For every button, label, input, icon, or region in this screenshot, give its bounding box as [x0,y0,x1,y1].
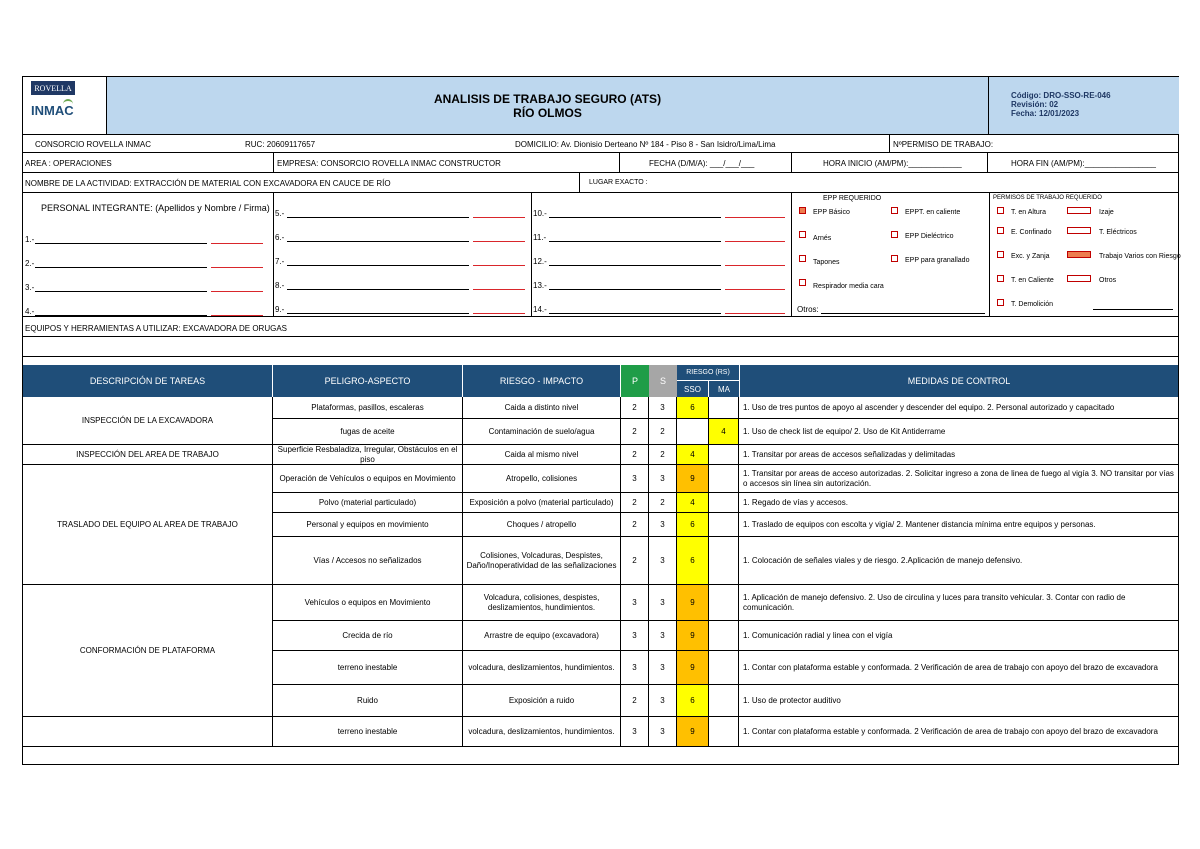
cell-medidas: 1. Uso de check list de equipo/ 2. Uso de Kit Antiderrame [739,419,1178,445]
cell-riesgo: Contaminación de suelo/agua [463,419,621,445]
cell-ma [709,445,739,465]
cell-sso: 9 [677,621,709,651]
cell-ma [709,513,739,537]
cell-p: 2 [621,685,649,717]
cell-p: 2 [621,419,649,445]
cell-sso: 9 [677,585,709,621]
cell-riesgo: Arrastre de equipo (excavadora) [463,621,621,651]
cell-riesgo: volcadura, deslizamientos, hundimientos. [463,651,621,685]
blank-row [23,337,1178,357]
permiso-varios-checkbox[interactable] [1067,251,1091,258]
cell-sso [677,419,709,445]
cell-sso: 9 [677,717,709,747]
cell-sso: 9 [677,651,709,685]
cell-sso: 4 [677,493,709,513]
task-group: TRASLADO DEL EQUIPO AL AREA DE TRABAJO [23,465,273,585]
permit-number: NºPERMISO DE TRABAJO: [893,140,994,149]
ruc: RUC: 20609117657 [245,140,316,149]
cell-medidas: 1. Uso de protector auditivo [739,685,1178,717]
cell-medidas: 1. Uso de tres puntos de apoyo al ascender y descender del equipo. 2. Personal autorizado y capacitado [739,397,1178,419]
epp-granallado-checkbox[interactable] [891,255,898,262]
info-row-2 [23,153,1178,173]
cell-s: 3 [649,513,677,537]
personal-slot: 13.- [533,281,547,290]
cell-medidas: 1. Regado de vías y accesos. [739,493,1178,513]
fecha-field[interactable]: FECHA (D/M/A): ___/___/___ [649,159,755,168]
cell-s: 3 [649,621,677,651]
personal-slot: 4.- [25,307,35,316]
epp-option: Arnés [813,235,832,242]
cell-peligro: terreno inestable [273,651,463,685]
cell-ma [709,685,739,717]
cell-peligro: Ruido [273,685,463,717]
table-body [23,397,1178,765]
cell-peligro: Crecida de río [273,621,463,651]
cell-peligro: Vías / Accesos no señalizados [273,537,463,585]
cell-riesgo: Caida a distinto nivel [463,397,621,419]
cell-medidas: 1. Contar con plataforma estable y conformada. 2 Verificación de area de trabajo con apoyo del brazo de excavadora [739,717,1178,747]
permiso-otros-checkbox[interactable] [1067,275,1091,282]
cell-sso: 6 [677,513,709,537]
personal-slot: 11.- [533,233,547,242]
activity-name: NOMBRE DE LA ACTIVIDAD: EXTRACCIÓN DE MATERIAL CON EXCAVADORA EN CAUCE DE RÍO [25,179,391,188]
cell-sso: 4 [677,445,709,465]
cell-s: 3 [649,651,677,685]
cell-p: 3 [621,651,649,685]
cell-riesgo: Choques / atropello [463,513,621,537]
cell-riesgo: Exposición a ruido [463,685,621,717]
th-ma: MA [718,384,730,394]
permiso-izaje-checkbox[interactable] [1067,207,1091,214]
cell-ma [709,537,739,585]
personal-slot: 14.- [533,305,547,314]
hora-fin-field[interactable]: HORA FIN (AM/PM):________________ [1011,159,1156,168]
th-sso: SSO [677,381,709,397]
form-revision: Revisión: 02 [1011,100,1059,109]
title-box [107,77,989,135]
permiso-option: T. Demolición [1011,301,1054,308]
cell-s: 3 [649,717,677,747]
th-riesgo-rs: RIESGO (RS) [677,365,739,381]
permiso-option: Exc. y Zanja [1011,253,1050,260]
cell-riesgo: Volcadura, colisiones, despistes, deslizamientos, hundimientos. [463,585,621,621]
cell-medidas: 1. Contar con plataforma estable y conformada. 2 Verificación de area de trabajo con apoyo del brazo de excavadora [739,651,1178,685]
personal-slot: 12.- [533,257,547,266]
task-group: CONFORMACIÓN DE PLATAFORMA [23,585,273,717]
form-title: ANALISIS DE TRABAJO SEGURO (ATS) [433,91,662,106]
ats-form [22,76,1179,765]
permiso-option: T. en Altura [1011,209,1047,216]
cell-peligro: Personal y equipos en movimiento [273,513,463,537]
inmac-logo: INMAC [31,103,74,118]
cell-p: 3 [621,585,649,621]
cell-medidas: 1. Transitar por areas de accesos señalizadas y delimitadas [739,445,1178,465]
cell-p: 2 [621,445,649,465]
hora-inicio-field[interactable]: HORA INICIO (AM/PM):____________ [823,159,962,168]
lugar-exacto[interactable]: LUGAR EXACTO : [589,179,648,186]
equipos-row [23,317,1178,337]
code-box [989,77,1179,135]
cell-p: 3 [621,465,649,493]
permiso-option: Trabajo Varios con Riesgo [1099,253,1181,260]
area: AREA : OPERACIONES [25,159,112,168]
cell-riesgo: Caida al mismo nivel [463,445,621,465]
empresa: EMPRESA: CONSORCIO ROVELLA INMAC CONSTRUCTOR [277,159,501,168]
epp-option: EPP Básico [813,209,850,216]
permiso-option: T. Eléctricos [1099,229,1137,236]
cell-p: 3 [621,717,649,747]
permisos-title: PERMISOS DE TRABAJO REQUERIDO [993,195,1102,201]
personal-slot: 7.- [275,257,285,266]
permiso-option: Izaje [1099,209,1114,216]
cell-peligro: Vehículos o equipos en Movimiento [273,585,463,621]
cell-riesgo: Atropello, colisiones [463,465,621,493]
cell-s: 3 [649,537,677,585]
epp-option: Respirador media cara [813,283,884,290]
cell-ma: 4 [709,419,739,445]
cell-medidas: 1. Traslado de equipos con escolta y vigía/ 2. Mantener distancia mínima entre equipos y personas. [739,513,1178,537]
permiso-altura-checkbox[interactable] [997,207,1004,214]
epp-respirador-checkbox[interactable] [799,279,806,286]
epp-arnes-checkbox[interactable] [799,231,806,238]
personal-title: PERSONAL INTEGRANTE: (Apellidos y Nombre / Firma) [41,203,270,213]
form-subtitle: RÍO OLMOS [513,105,582,120]
personal-slot: 5.- [275,209,285,218]
permiso-option: T. en Caliente [1011,277,1054,284]
epp-basico-checkbox[interactable] [799,207,806,214]
table-header [23,365,1178,397]
personal-slot: 9.- [275,305,285,314]
address: DOMICILIO: Av. Dionisio Derteano Nº 184 - Piso 8 - San Isidro/Lima/Lima [515,140,776,149]
cell-medidas: 1. Aplicación de manejo defensivo. 2. Uso de circulina y luces para transito vehicular. 3. Contar con radio de comunicación. [739,585,1178,621]
cell-peligro: terreno inestable [273,717,463,747]
permiso-option: E. Confinado [1011,229,1052,236]
cell-ma [709,651,739,685]
cell-p: 2 [621,537,649,585]
epp-tapones-checkbox[interactable] [799,255,806,262]
cell-p: 3 [621,621,649,651]
th-medidas: MEDIDAS DE CONTROL [739,365,1178,397]
permiso-demolicion-checkbox[interactable] [997,299,1004,306]
personal-slot: 10.- [533,209,547,218]
cell-s: 3 [649,585,677,621]
logo-box [23,77,107,135]
cell-s: 3 [649,397,677,419]
cell-riesgo: volcadura, deslizamientos, hundimientos. [463,717,621,747]
info-row-3 [23,173,1178,193]
cell-s: 3 [649,465,677,493]
cell-peligro: Operación de Vehículos o equipos en Movimiento [273,465,463,493]
personal-slot: 2.- [25,259,35,268]
cell-p: 2 [621,513,649,537]
cell-medidas: 1. Transitar por areas de acceso autorizadas. 2. Solicitar ingreso a zona de linea de fuego al vigía 3. NO transitar por vías o accesos sin línea sin autorización. [739,465,1178,493]
personal-slot: 1.- [25,235,35,244]
cell-ma [709,397,739,419]
epp-dielectrico-checkbox[interactable] [891,231,898,238]
company-name: CONSORCIO ROVELLA INMAC [35,140,152,149]
cell-peligro: fugas de aceite [273,419,463,445]
cell-sso: 6 [677,397,709,419]
cell-sso: 6 [677,685,709,717]
task-group: INSPECCIÓN DE LA EXCAVADORA [23,397,273,445]
th-s: S [649,365,677,397]
cell-s: 3 [649,685,677,717]
epp-otros: Otros: [797,305,819,314]
cell-peligro: Superficie Resbaladiza, Irregular, Obstáculos en el piso [273,445,463,465]
cell-riesgo: Exposición a polvo (material particulado) [463,493,621,513]
cell-ma [709,585,739,621]
cell-s: 2 [649,493,677,513]
cell-riesgo: Colisiones, Volcaduras, Despistes, Daño/Inoperatividad de las señalizaciones [463,537,621,585]
rovella-logo: ROVELLA [31,81,75,95]
personal-slot: 3.- [25,283,35,292]
permiso-zanja-checkbox[interactable] [997,251,1004,258]
cell-medidas: 1. Colocación de señales viales y de riesgo. 2.Aplicación de manejo defensivo. [739,537,1178,585]
th-p: P [621,365,649,397]
epp-option: EPP Dieléctrico [905,233,954,240]
logo-leaf-icon [63,99,73,107]
cell-sso: 9 [677,465,709,493]
permiso-electricos-checkbox[interactable] [1067,227,1091,234]
th-descripcion: DESCRIPCIÓN DE TAREAS [23,365,273,397]
epp-caliente-checkbox[interactable] [891,207,898,214]
epp-title: EPP REQUERIDO [823,195,882,202]
cell-p: 2 [621,493,649,513]
cell-ma [709,717,739,747]
cell-ma [709,621,739,651]
epp-option: EPPT. en caliente [905,209,961,216]
task-group [23,717,273,747]
epp-option: Tapones [813,259,840,266]
th-riesgo: RIESGO - IMPACTO [463,365,621,397]
cell-s: 2 [649,419,677,445]
equipos-text: EQUIPOS Y HERRAMIENTAS A UTILIZAR: EXCAVADORA DE ORUGAS [25,324,287,333]
permiso-caliente-checkbox[interactable] [997,275,1004,282]
permiso-confinado-checkbox[interactable] [997,227,1004,234]
cell-p: 2 [621,397,649,419]
cell-sso: 6 [677,537,709,585]
epp-option: EPP para granallado [905,257,970,264]
cell-ma [709,493,739,513]
permiso-option: Otros [1099,277,1117,284]
personal-slot: 6.- [275,233,285,242]
cell-s: 2 [649,445,677,465]
info-row-1 [23,135,1178,153]
cell-peligro: Plataformas, pasillos, escaleras [273,397,463,419]
task-group: INSPECCIÓN DEL AREA DE TRABAJO [23,445,273,465]
th-peligro: PELIGRO-ASPECTO [273,365,463,397]
cell-ma [709,465,739,493]
form-code: Código: DRO-SSO-RE-046 [1011,91,1111,100]
personal-slot: 8.- [275,281,285,290]
form-date: Fecha: 12/01/2023 [1011,109,1080,118]
personal-section [23,193,1181,317]
cell-medidas: 1. Comunicación radial y linea con el vigía [739,621,1178,651]
cell-peligro: Polvo (material particulado) [273,493,463,513]
